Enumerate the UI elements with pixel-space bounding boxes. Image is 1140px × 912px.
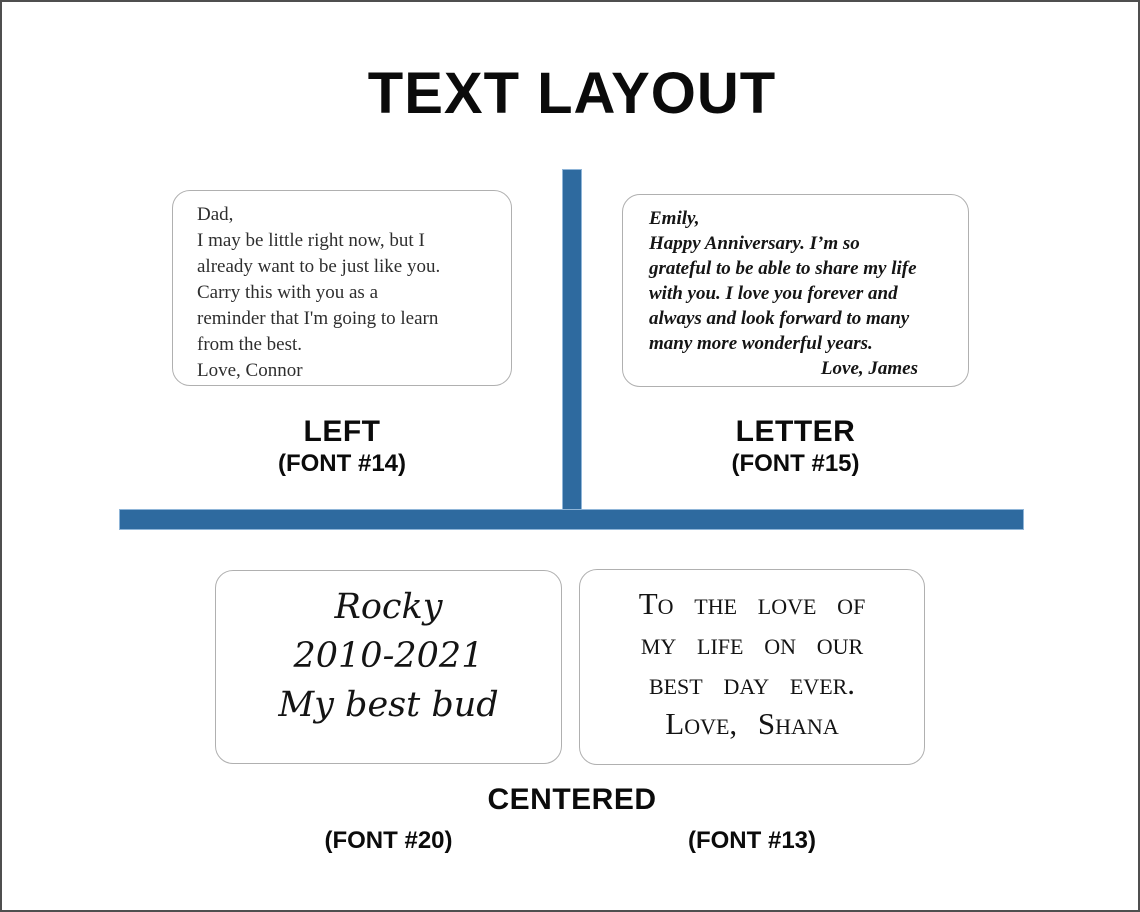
page-title: TEXT LAYOUT (367, 61, 777, 126)
example-card-letter-layout (622, 194, 969, 387)
card-line: Love, Connor (197, 360, 303, 381)
font-number-label-14: (FONT #14) (277, 450, 406, 477)
card-line: best day ever. (648, 666, 856, 701)
card-line: My best bud (278, 685, 499, 725)
card-line: reminder that I'm going to learn (197, 308, 439, 329)
card-line: always and look forward to many (649, 308, 910, 329)
card-line: many more wonderful years. (649, 333, 873, 354)
card-line: Emily, (649, 208, 700, 229)
card-line: Rocky (334, 587, 443, 627)
example-card-centered-script (215, 570, 562, 764)
card-signature-line: Love, James (820, 358, 918, 379)
card-line: I may be little right now, but I (197, 230, 425, 251)
card-line: Carry this with you as a (197, 282, 379, 303)
section-label-letter: LETTER (735, 415, 856, 448)
font-number-label-20: (FONT #20) (324, 827, 453, 854)
card-line: from the best. (197, 334, 303, 355)
card-line: grateful to be able to share my life (649, 258, 917, 279)
horizontal-divider-bar (120, 510, 1023, 529)
card-line: with you. I love you forever and (649, 283, 898, 304)
section-label-centered: CENTERED (487, 783, 657, 816)
example-card-centered-serif (579, 569, 925, 765)
example-card-left-aligned (172, 190, 512, 386)
card-line: already want to be just like you. (197, 256, 441, 277)
card-line: 2010-2021 (293, 636, 484, 676)
vertical-divider-bar (563, 170, 581, 511)
card-line: Love, Shana (665, 706, 839, 741)
font-number-label-13: (FONT #13) (687, 827, 816, 854)
card-line: Dad, (197, 204, 234, 225)
card-line: Happy Anniversary. I’m so (649, 233, 860, 254)
section-label-left: LEFT (303, 415, 381, 448)
card-line: To the love of (638, 586, 866, 621)
card-line: my life on our (640, 626, 864, 661)
font-number-label-15: (FONT #15) (731, 450, 860, 477)
